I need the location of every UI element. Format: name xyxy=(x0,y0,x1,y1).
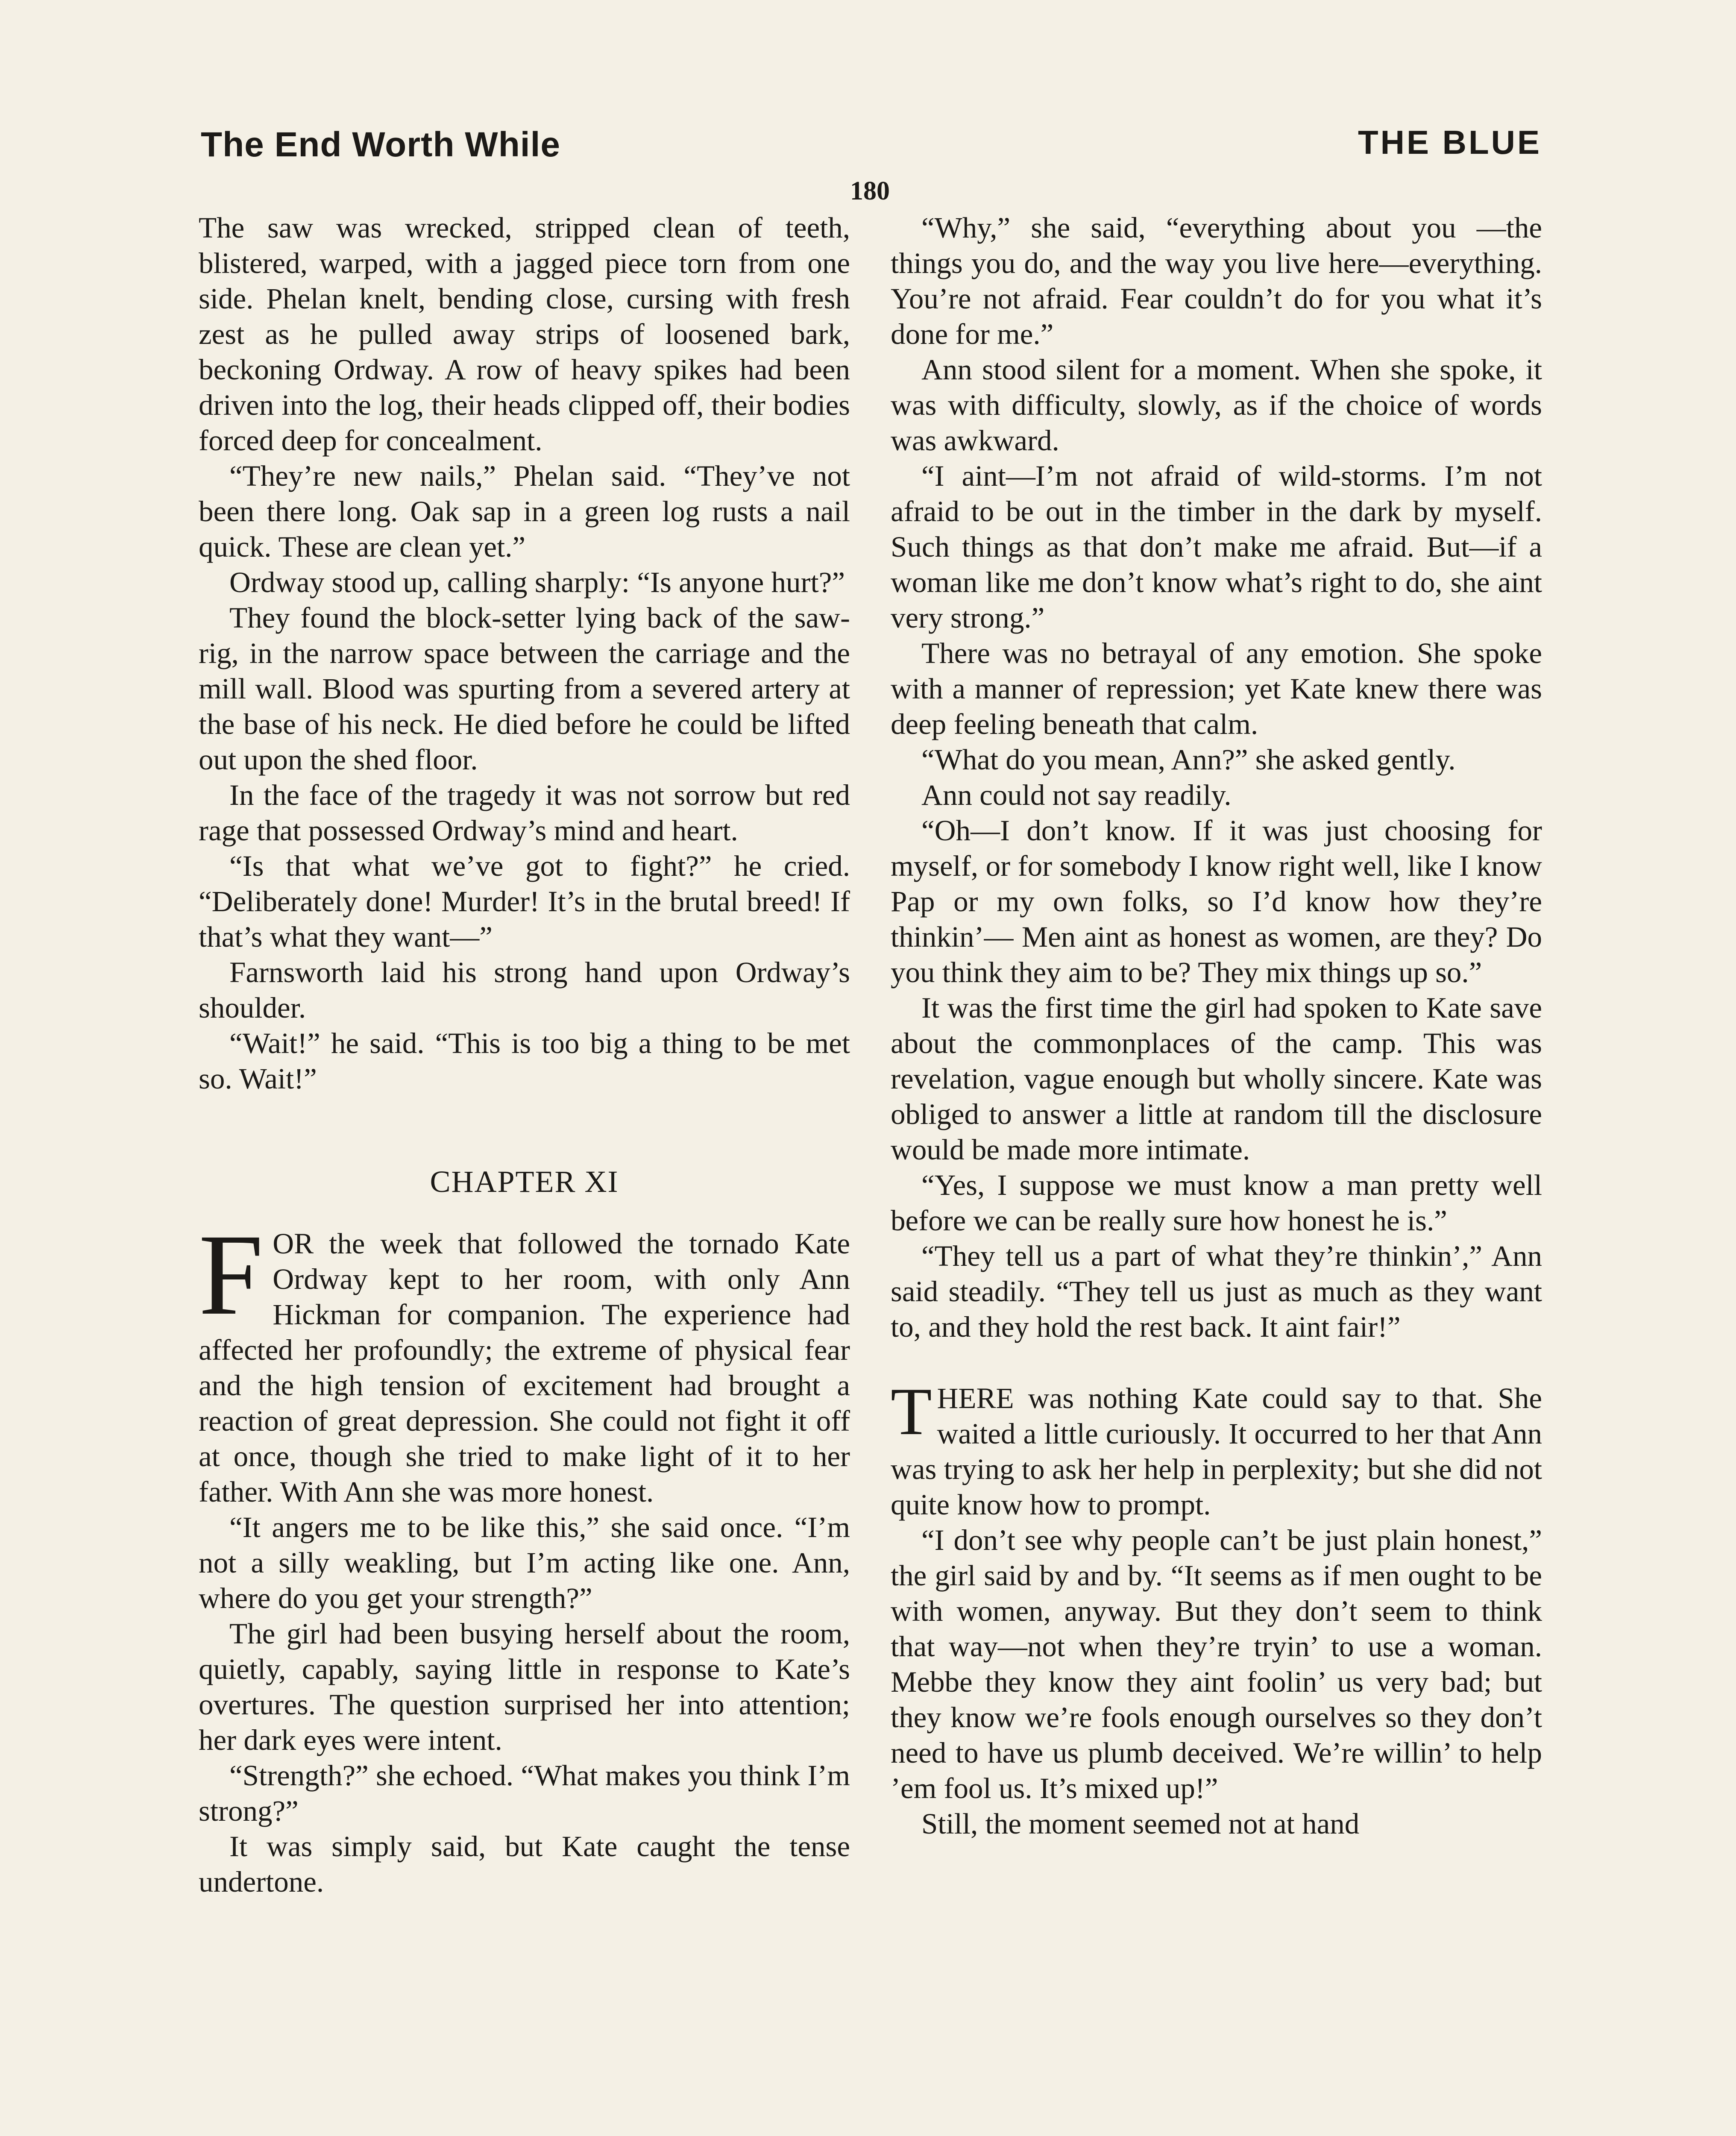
paragraph: “Yes, I suppose we must know a man pretty well before we can be really sure how honest he is.” xyxy=(891,1169,1542,1237)
drop-cap: F xyxy=(199,1210,264,1339)
right-text-column xyxy=(891,210,1542,1842)
paragraph: The saw was wrecked, stripped clean of teeth, blistered, warped, with a jagged piece torn from one side. Phelan knelt, bending close, cursing with fresh zest as he pulled away strips of loosened bark, beckoning Ordway. A row of heavy spikes had been driven into the log, their heads clipped off, their bodies forced deep for concealment. xyxy=(199,211,850,457)
paragraph: Still, the moment seemed not at hand xyxy=(921,1807,1360,1840)
paragraph: “Is that what we’ve got to fight?” he cried. “Deliberately done! Murder! It’s in the brutal breed! If that’s what they want—” xyxy=(199,850,850,953)
section-opening-paragraph xyxy=(891,1374,1542,1523)
paragraph: “I don’t see why people can’t be just plain honest,” the girl said by and by. “It seems as if men ought to be with women, anyway. But they don’t seem to think that way—not when they’re tryin’ to use a woman. Mebbe they know they aint foolin’ us very bad; but they know we’re fools enough ourselves so they don’t need to have us plumb deceived. We’re willin’ to help ’em fool us. It’s mixed up!” xyxy=(891,1524,1542,1804)
paragraph: Ordway stood up, calling sharply: “Is anyone hurt?” xyxy=(229,566,845,599)
left-text-column xyxy=(199,210,850,1900)
paragraph: It was simply said, but Kate caught the tense undertone. xyxy=(199,1830,850,1898)
magazine-name-header: THE BLUE xyxy=(1358,123,1542,161)
paragraph: “Wait!” he said. “This is too big a thing to be met so. Wait!” xyxy=(199,1027,850,1095)
paragraph: “They’re new nails,” Phelan said. “They’ve not been there long. Oak sap in a green log rusts a nail quick. These are clean yet.” xyxy=(199,460,850,563)
paragraph: There was no betrayal of any emotion. She spoke with a manner of repression; yet Kate knew there was deep feeling beneath that calm. xyxy=(891,637,1542,740)
paragraph: “Oh—I don’t know. If it was just choosing for myself, or for somebody I know right well, like I know Pap or my own folks, so I’d know how they’re thinkin’— Men aint as honest as women, are they? Do you think they aim to be? They mix things up so.” xyxy=(891,814,1542,989)
chapter-opening-paragraph xyxy=(199,1210,850,1510)
paragraph: “It angers me to be like this,” she said once. “I’m not a silly weakling, but I’m acting like one. Ann, where do you get your strength?” xyxy=(199,1511,850,1614)
paragraph-text: OR the week that followed the tornado Kate Ordway kept to her room, with only Ann Hickman for companion. The experience had affected her profoundly; the extreme of physical fear and the high tension of excitement had brought a reaction of great depression. She could not fight it off at once, though she tried to make light of it to her father. With Ann she was more honest. xyxy=(199,1227,850,1508)
story-title-header: The End Worth While xyxy=(201,125,560,164)
paragraph: “Strength?” she echoed. “What makes you think I’m strong?” xyxy=(199,1759,850,1827)
paragraph: They found the block-setter lying back of the saw-rig, in the narrow space between the carriage and the mill wall. Blood was spurting from a severed artery at the base of his neck. He died before he could be lifted out upon the shed floor. xyxy=(199,601,850,776)
paragraph-text: HERE was nothing Kate could say to that. She waited a little curiously. It occurred to her that Ann was trying to ask her help in perplexity; but she did not quite know how to prompt. xyxy=(891,1382,1542,1521)
paragraph: Farnsworth laid his strong hand upon Ordway’s shoulder. xyxy=(199,956,850,1024)
page-number: 180 xyxy=(850,176,890,205)
drop-cap: T xyxy=(891,1374,932,1449)
paragraph: “I aint—I’m not afraid of wild-storms. I’m not afraid to be out in the timber in the dark by myself. Such things as that don’t make me afraid. But—if a woman like me don’t know what’s right to do, she aint very strong.” xyxy=(891,460,1542,634)
paragraph: It was the first time the girl had spoken to Kate save about the commonplaces of the camp. This was revelation, vague enough but wholly sincere. Kate was obliged to answer a little at random till the disclosure would be made more intimate. xyxy=(891,992,1542,1166)
chapter-heading: CHAPTER XI xyxy=(430,1165,619,1199)
paragraph: “They tell us a part of what they’re thinkin’,” Ann said steadily. “They tell us just as much as they want to, and they hold the rest back. It aint fair!” xyxy=(891,1240,1542,1343)
paragraph: Ann could not say readily. xyxy=(921,779,1232,811)
paragraph: Ann stood silent for a moment. When she spoke, it was with difficulty, slowly, as if the choice of words was awkward. xyxy=(891,353,1542,457)
paragraph: “What do you mean, Ann?” she asked gently. xyxy=(921,743,1456,776)
paragraph: “Why,” she said, “everything about you —the things you do, and the way you live here—everything. You’re not afraid. Fear couldn’t do for you what it’s done for me.” xyxy=(891,211,1542,350)
paragraph: In the face of the tragedy it was not sorrow but red rage that possessed Ordway’s mind and heart. xyxy=(199,779,850,847)
paragraph: The girl had been busying herself about the room, quietly, capably, saying little in response to Kate’s overtures. The question surprised her into attention; her dark eyes were intent. xyxy=(199,1617,850,1756)
